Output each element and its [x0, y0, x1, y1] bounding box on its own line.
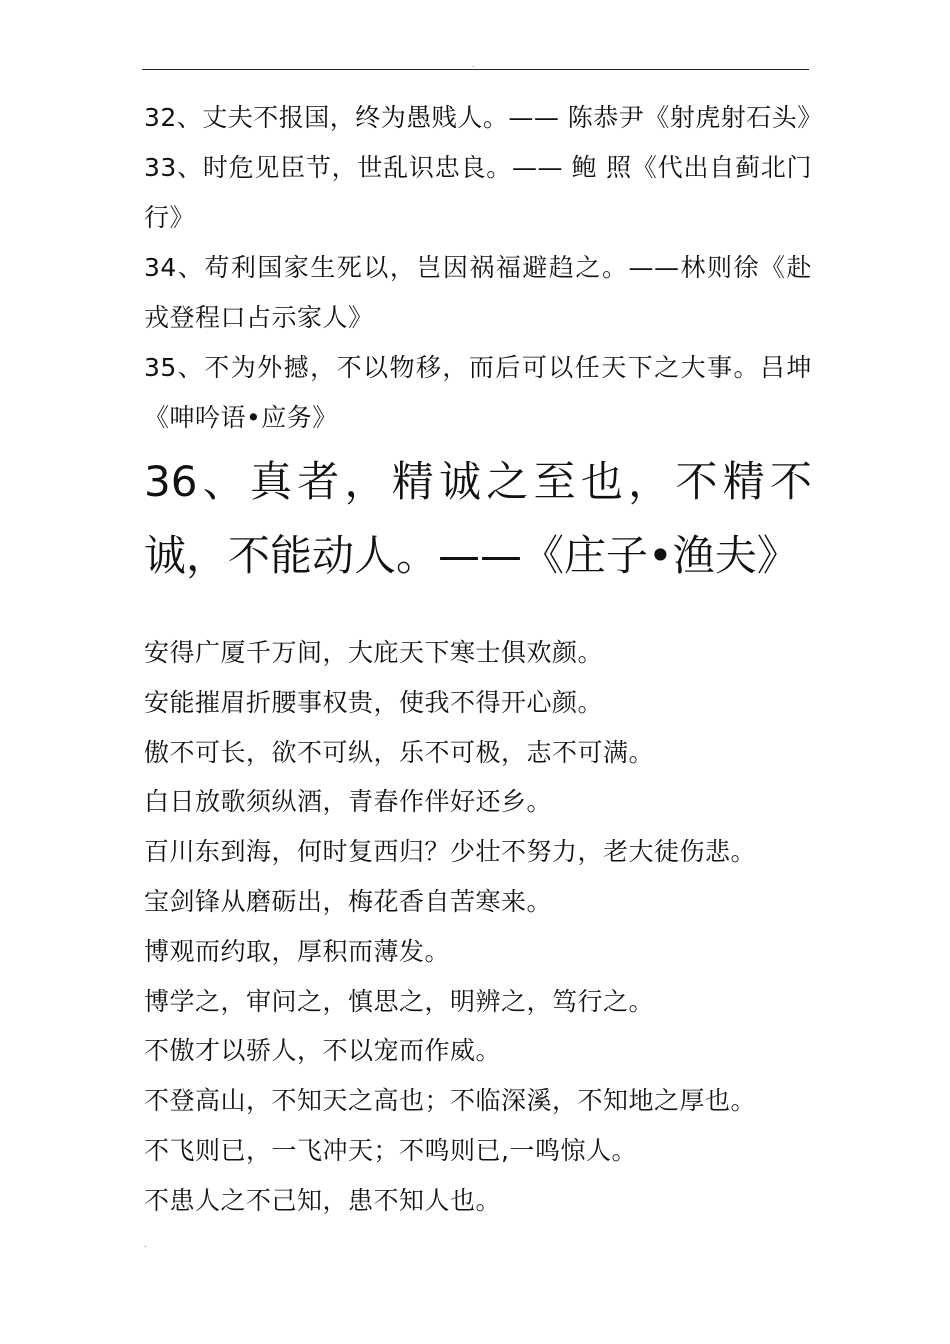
list-item: 不患人之不己知，患不知人也。 [144, 1185, 502, 1215]
list-item: 安能摧眉折腰事权贵，使我不得开心颜。 [144, 687, 604, 717]
header-mark: . [472, 60, 475, 69]
header-rule [142, 69, 809, 70]
list-item: 傲不可长，欲不可纵，乐不可极，志不可满。 [144, 737, 655, 767]
list-item: 不飞则已，一飞冲天；不鸣则已,一鸣惊人。 [144, 1135, 637, 1165]
list-item: 不傲才以骄人，不以宠而作威。 [144, 1036, 502, 1066]
list-item: 博观而约取，厚积而薄发。 [144, 936, 451, 966]
quote-34: 34、苟利国家生死以，岂因祸福避趋之。——林则徐《赴戎登程口占示家人》 [144, 253, 812, 332]
quote-list [144, 628, 812, 1226]
quote-36-large: 36、真者，精诚之至也，不精不诚，不能动人。——《庄子•渔夫》 [144, 457, 812, 580]
quote-35: 35、不为外撼，不以物移，而后可以任天下之大事。吕坤《呻吟语•应务》 [144, 353, 812, 432]
list-item: 百川东到海，何时复西归？少壮不努力，老大徒伤悲。 [144, 837, 757, 867]
page-content [144, 93, 823, 1226]
list-item: 博学之，审问之，慎思之，明辨之，笃行之。 [144, 986, 655, 1016]
list-item: 安得广厦千万间，大庇天下寒士俱欢颜。 [144, 638, 604, 667]
quote-33: 33、时危见臣节，世乱识忠良。—— 鲍 照《代出自蓟北门行》 [144, 153, 812, 232]
quote-32: 32、丈夫不报国，终为愚贱人。—— 陈恭尹《射虎射石头》 [144, 103, 823, 132]
list-item: 白日放歌须纵酒，青春作伴好还乡。 [144, 787, 553, 817]
list-item: 不登高山，不知天之高也；不临深溪，不知地之厚也。 [144, 1086, 757, 1116]
footer-mark: . [144, 1240, 147, 1249]
list-item: 宝剑锋从磨砺出，梅花香自苦寒来。 [144, 886, 553, 916]
